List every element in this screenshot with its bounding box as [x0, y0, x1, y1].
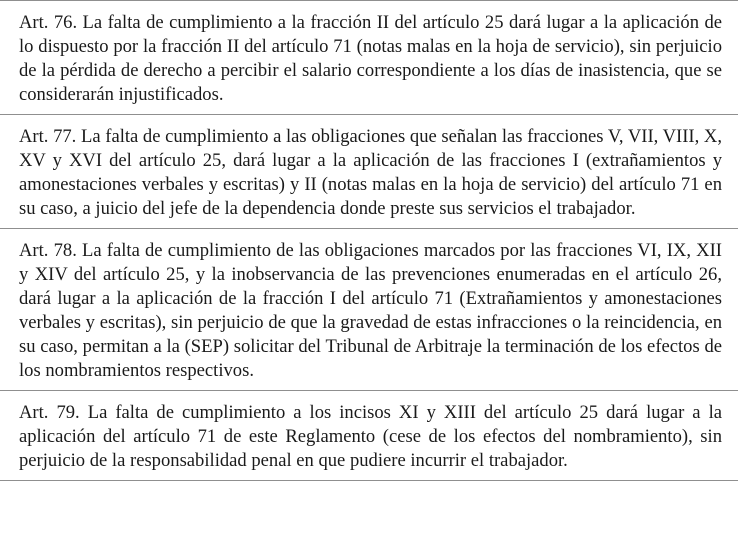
article-79 [0, 391, 738, 481]
article-78 [0, 229, 738, 391]
article-78-text: Art. 78. La falta de cumplimiento de las obligaciones marcados por las fracciones VI, IX, XII y XIV del artículo 25, y la inobservancia de las prevenciones enumeradas en el artículo 26, dará lugar a la aplicación de la fracción I del artículo 71 (Extrañamientos y amonestaciones verbales y escritas), sin perjuicio de que la gravedad de estas infracciones o la reincidencia, en su caso, permitan a la (SEP) solicitar del Tribunal de Arbitraje la terminación de los efectos de los nombramientos respectivos. [19, 240, 722, 381]
article-77-text: Art. 77. La falta de cumplimiento a las obligaciones que señalan las fracciones V, VII, VIII, X, XV y XVI del artículo 25, dará lugar a la aplicación de las fracciones I (extrañamientos y amonestaciones verbales y escritas) y II (notas malas en la hoja de servicio) del artículo 71 en su caso, a juicio del jefe de la dependencia donde preste sus servicios el trabajador. [19, 126, 722, 219]
article-76 [0, 1, 738, 115]
article-77 [0, 115, 738, 229]
article-79-text: Art. 79. La falta de cumplimiento a los incisos XI y XIII del artículo 25 dará lugar a la aplicación del artículo 71 de este Reglamento (cese de los efectos del nombramiento), sin perjuicio de la responsabilidad penal en que pudiere incurrir el trabajador. [19, 402, 722, 471]
article-76-text: Art. 76. La falta de cumplimiento a la fracción II del artículo 25 dará lugar a la aplicación de lo dispuesto por la fracción II del artículo 71 (notas malas en la hoja de servicio), sin perjuicio de la pérdida de derecho a percibir el salario correspondiente a los días de inasistencia, que se considerarán injustificados. [19, 12, 722, 105]
